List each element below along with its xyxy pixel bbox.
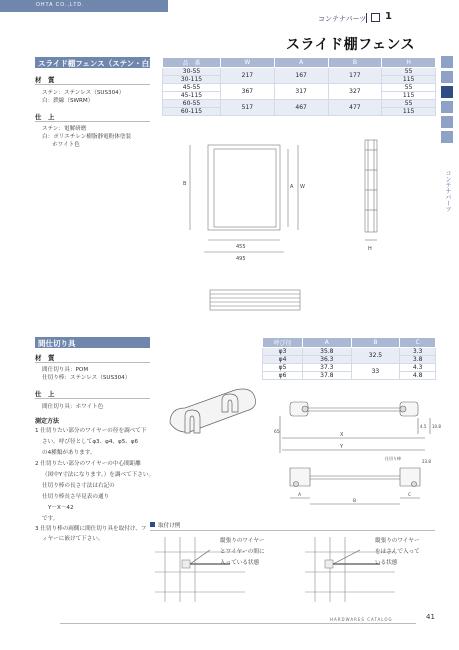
diameter: φ4 [263, 356, 303, 364]
method-line: ィヤーに嵌けて下さい。 [42, 536, 104, 542]
section2-finish-label: 仕 上 [35, 390, 55, 398]
divider-clip-illustration [160, 378, 270, 448]
method-line: 仕切り棒長さ早見表の通り [42, 494, 110, 500]
method-line: の4種類があります。 [42, 450, 96, 456]
value-w: 517 [221, 100, 275, 116]
product-code: 60-55 [163, 100, 221, 108]
side-tab-1[interactable] [441, 56, 453, 68]
chapter-number: 1 [385, 11, 392, 22]
product-code: 45-55 [163, 84, 221, 92]
catalog-name: HARDWARES CATALOG [330, 617, 393, 622]
value-b: 177 [328, 68, 382, 84]
fence-drawing [180, 140, 412, 325]
table-row [263, 356, 436, 364]
method-line: さい。呼び径としてφ3、φ4、φ5、φ6 [42, 439, 139, 445]
example1-line: 縦張りのワイヤー [220, 538, 265, 544]
side-tab-5[interactable] [441, 116, 453, 128]
section1-finish-line: ホワイト色 [52, 142, 80, 148]
side-tab-4[interactable] [441, 101, 453, 113]
dim-65: 65 [274, 430, 280, 435]
dim-y: Y [340, 444, 344, 450]
table-row [263, 364, 436, 372]
page-title: スライド棚フェンス [286, 37, 415, 53]
value-a: 467 [274, 100, 328, 116]
table-row [163, 84, 436, 92]
value-b: 327 [328, 84, 382, 100]
diameter: φ3 [263, 348, 303, 356]
method-label: 測定方法 [35, 418, 60, 425]
table-row [263, 348, 436, 356]
dim-a: A [290, 184, 294, 190]
col-header: A [274, 58, 328, 68]
example2-line: いる状態 [375, 560, 398, 566]
value-b: 477 [328, 100, 382, 116]
value-b: 33 [351, 364, 400, 380]
col-header: 品 番 [163, 58, 221, 68]
dim-h: H [368, 246, 372, 252]
diameter: φ6 [263, 372, 303, 380]
product-code: 30-55 [163, 68, 221, 76]
dim-455: 455 [236, 244, 246, 250]
example1-line: 入っている状態 [220, 560, 260, 566]
value-c: 4.3 [400, 364, 436, 372]
col-header: A [303, 338, 352, 348]
value-w: 217 [221, 68, 275, 84]
example2-line: をはさんで入って [375, 549, 420, 555]
divider [35, 362, 150, 363]
table-row [263, 372, 436, 380]
table-row [163, 68, 436, 76]
value-c: 3.8 [400, 356, 436, 364]
page-number: 41 [426, 613, 435, 621]
clip-body [170, 389, 256, 432]
dim-495: 495 [236, 256, 246, 262]
value-h: 115 [382, 108, 436, 116]
section2-material-line: 間仕切り具：POM [42, 367, 89, 373]
pole-label: 仕切り棒 [385, 456, 401, 461]
side-category-label: コンテナパーツ [444, 170, 451, 212]
product-code: 60-115 [163, 108, 221, 116]
dim-238: 23.8 [422, 459, 431, 464]
section1-finish-line: 白：ポリエチレン樹脂静電粉体塗装 [42, 134, 132, 140]
table-row [163, 100, 436, 108]
value-a: 37.3 [303, 364, 352, 372]
value-b: 32.5 [351, 348, 400, 364]
example1-line: とワイヤーの間に [220, 549, 265, 555]
method-line: 3 仕切り棒の両側に間仕切り具を取付け、フ [35, 526, 147, 532]
value-h: 55 [382, 68, 436, 76]
divider [150, 530, 435, 531]
col-header: B [351, 338, 400, 348]
dim-b: B [353, 499, 357, 504]
value-h: 115 [382, 92, 436, 100]
value-c: 4.8 [400, 372, 436, 380]
divider [35, 398, 150, 399]
method-line: 1 仕切りたい部分のワイヤーの径を調べて下 [35, 428, 147, 434]
section1-material-line: ステン：ステンレス（SUS304） [42, 90, 125, 96]
value-h: 115 [382, 76, 436, 84]
dim-45: 4.5 [420, 424, 427, 429]
col-header: 呼び径 [263, 338, 303, 348]
value-a: 37.8 [303, 372, 352, 380]
col-header: W [221, 58, 275, 68]
brand-name: OHTA CO.,LTD. [36, 2, 85, 8]
clip-spec-table [262, 337, 436, 380]
section1-finish-label: 仕 上 [35, 113, 55, 121]
product-code: 30-115 [163, 76, 221, 84]
method-line: （図中Y寸法になります。）を調べて下さい。 [42, 472, 155, 478]
col-header: H [382, 58, 436, 68]
example2-line: 縦張りのワイヤー [375, 538, 420, 544]
method-line: 仕切り棒の長さ寸法は右記の [42, 483, 115, 489]
chapter-box-icon [371, 13, 380, 22]
side-tab-active[interactable] [441, 86, 453, 98]
dim-x: X [340, 432, 344, 438]
fence-spec-table [162, 57, 436, 116]
diameter: φ5 [263, 364, 303, 372]
col-header: C [400, 338, 436, 348]
value-a: 317 [274, 84, 328, 100]
value-h: 55 [382, 100, 436, 108]
value-w: 367 [221, 84, 275, 100]
method-line: 2 仕切りたい部分のワイヤーの中心間距離 [35, 461, 141, 467]
divider [35, 121, 150, 122]
method-line: です。 [42, 516, 59, 522]
dim-b: B [183, 181, 187, 187]
footer-divider [60, 623, 416, 624]
value-h: 55 [382, 84, 436, 92]
section1-title: スライド棚フェンス（ステン・白） [38, 59, 157, 68]
clip-technical-drawing [270, 388, 440, 513]
side-tab-2[interactable] [441, 71, 453, 83]
section1-material-label: 材 質 [35, 76, 55, 84]
fence-panel-outline [208, 145, 280, 230]
fence-panel-inner [214, 149, 276, 227]
example-marker-icon [150, 522, 155, 527]
section2-material-label: 材 質 [35, 354, 55, 362]
value-a: 167 [274, 68, 328, 84]
value-a: 35.8 [303, 348, 352, 356]
col-header: B [328, 58, 382, 68]
section2-title: 間仕切り具 [38, 339, 76, 348]
section1-finish-line: ステン：電解研磨 [42, 126, 87, 132]
divider [35, 84, 150, 85]
section2-material-line: 仕切り棒：ステンレス（SUS304） [42, 375, 131, 381]
dim-108: 10.8 [432, 424, 441, 429]
dim-w: W [300, 184, 305, 190]
section1-material-line: 白：鉄線（SWRM） [42, 98, 94, 104]
value-c: 3.3 [400, 348, 436, 356]
header-divider [366, 13, 367, 23]
method-line: Y－X－42 [48, 505, 74, 511]
section2-finish-line: 間仕切り具：ホワイト色 [42, 404, 104, 410]
example-title: 取付け例 [158, 523, 181, 529]
side-tab-6[interactable] [441, 131, 453, 143]
product-code: 45-115 [163, 92, 221, 100]
dim-a: A [298, 493, 302, 498]
value-a: 36.3 [303, 356, 352, 364]
category-label: コンテナパーツ [318, 15, 367, 23]
dim-c: C [408, 493, 412, 498]
